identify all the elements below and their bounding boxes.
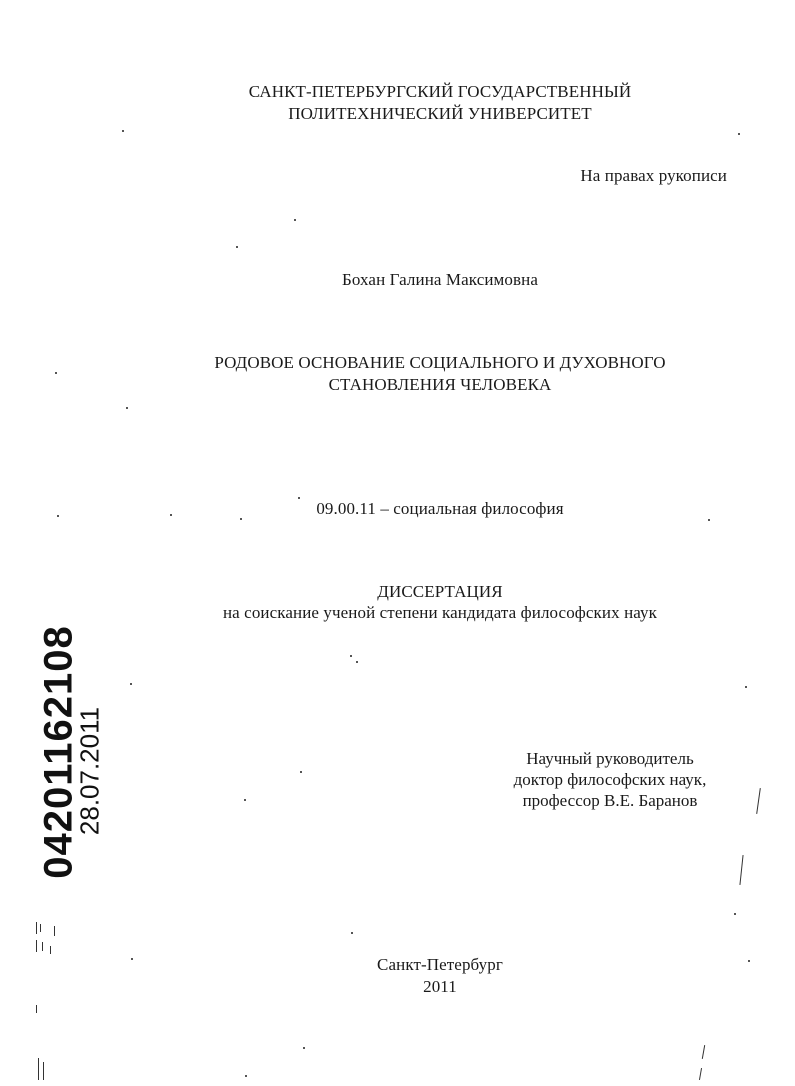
dissertation-title-line-1: РОДОВОЕ ОСНОВАНИЕ СОЦИАЛЬНОГО И ДУХОВНОГО (214, 353, 666, 372)
degree-sought: на соискание ученой степени кандидата философских наук (222, 603, 658, 622)
scan-speck (240, 518, 242, 520)
scan-speck (236, 246, 238, 248)
supervisor-degree: доктор философских наук, (513, 770, 707, 789)
scan-speck (734, 913, 736, 915)
scan-speck (300, 771, 302, 773)
scan-speck (745, 686, 747, 688)
scan-speck (245, 1075, 247, 1077)
scan-speck (126, 407, 128, 409)
scan-speck (170, 514, 172, 516)
scan-scratch (36, 922, 37, 934)
scan-speck (350, 655, 352, 657)
scan-scratch (43, 1062, 44, 1080)
scan-scratch (36, 1005, 37, 1013)
scan-speck (738, 133, 740, 135)
supervisor-name: профессор В.Е. Баранов (522, 791, 698, 810)
scan-scratch (54, 926, 55, 936)
scan-speck (57, 515, 59, 517)
year: 2011 (423, 977, 457, 996)
specialty-code: 09.00.11 – социальная философия (316, 499, 564, 518)
scan-speck (303, 1047, 305, 1049)
supervisor-role: Научный руководитель (526, 749, 694, 768)
library-stamp-id: 04201162108 (36, 625, 81, 879)
manuscript-rights-note: На правах рукописи (580, 166, 727, 185)
scan-speck (708, 519, 710, 521)
library-stamp-date: 28.07.2011 (74, 706, 105, 836)
author-name: Бохан Галина Максимовна (342, 270, 538, 289)
university-name-line-2: ПОЛИТЕХНИЧЕСКИЙ УНИВЕРСИТЕТ (288, 104, 592, 123)
scan-speck (122, 130, 124, 132)
scan-scratch (739, 855, 743, 885)
city: Санкт-Петербург (377, 955, 503, 974)
scan-scratch (50, 946, 51, 954)
scan-speck (748, 960, 750, 962)
dissertation-title-line-2: СТАНОВЛЕНИЯ ЧЕЛОВЕКА (328, 375, 552, 394)
document-type: ДИССЕРТАЦИЯ (377, 582, 503, 601)
scan-scratch (36, 940, 37, 952)
scan-scratch (40, 924, 41, 932)
scan-speck (55, 372, 57, 374)
scan-speck (131, 958, 133, 960)
scan-scratch (702, 1045, 705, 1059)
scan-scratch (42, 942, 43, 951)
scan-speck (351, 932, 353, 934)
scan-speck (298, 497, 300, 499)
scan-scratch (699, 1068, 702, 1080)
scan-scratch (38, 1058, 39, 1080)
scan-speck (356, 661, 358, 663)
scan-speck (244, 799, 246, 801)
scan-scratch (756, 788, 761, 814)
scan-speck (130, 683, 132, 685)
supervisor-block (490, 748, 730, 811)
scan-speck (294, 219, 296, 221)
university-name-line-1: САНКТ-ПЕТЕРБУРГСКИЙ ГОСУДАРСТВЕННЫЙ (248, 82, 632, 101)
